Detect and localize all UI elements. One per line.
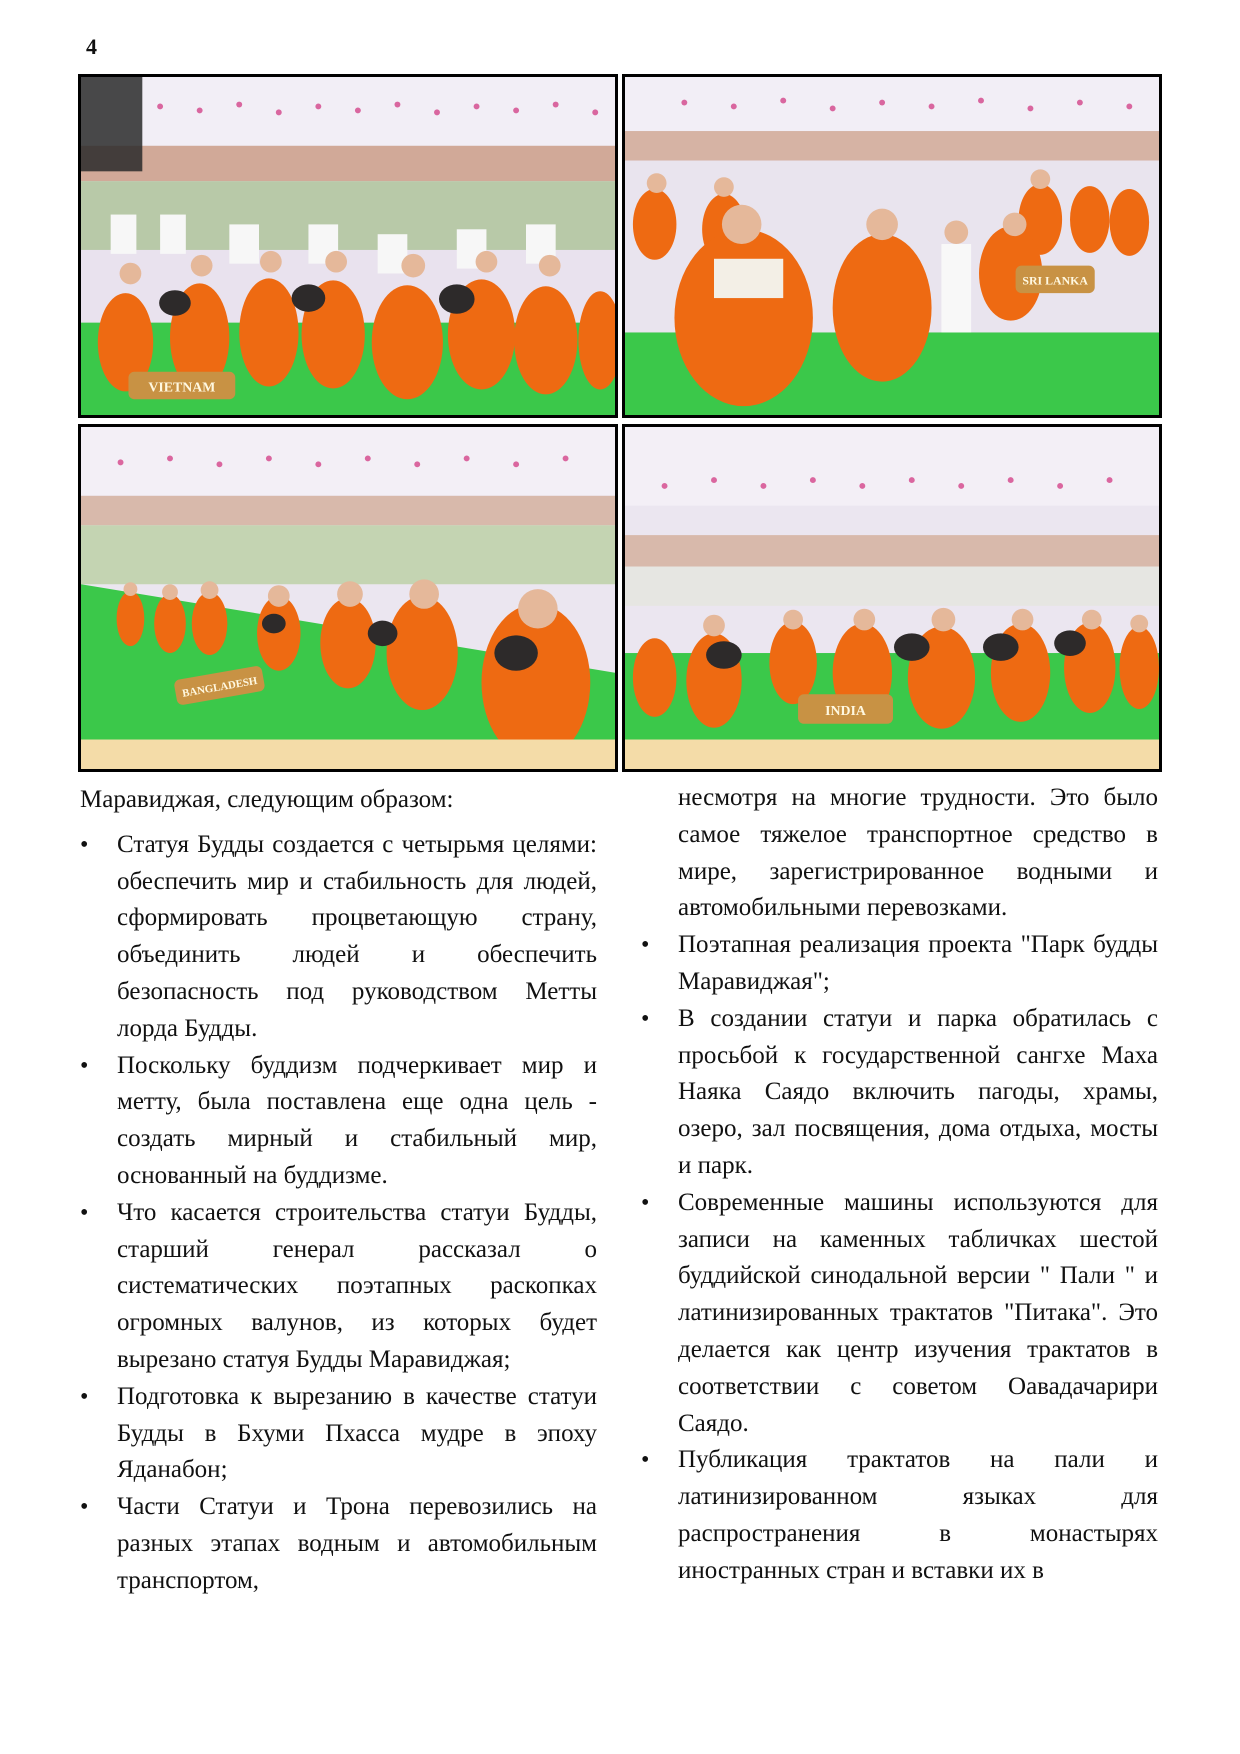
photo-monks-sri-lanka bbox=[622, 74, 1162, 418]
list-item-continuation: несмотря на многие трудности. Это было самое тяжелое транспортное средство в мире, зарегистрированное водными и автомобильными перевозками. bbox=[678, 784, 1158, 922]
list-item: • Что касается строительства статуи Будды, старший генерал рассказал о систематических поэтапных раскопках огромных валунов, из которых будет вырезано статуя Будды Маравиджая; bbox=[80, 1195, 597, 1379]
list-item: • Современные машины используются для записи на каменных табличках шестой буддийской синодальной версии " Пали " и латинизированных трактатов "Питака". Это делается как центр изучения трактатов в соответствии с советом Оавадачарири Саядо. bbox=[641, 1185, 1158, 1443]
list-item: • Поэтапная реализация проекта "Парк будды Маравиджая"; bbox=[641, 927, 1158, 1001]
photo-monks-vietnam bbox=[78, 74, 618, 418]
country-sign-label: VIETNAM bbox=[148, 379, 216, 395]
left-text-column bbox=[80, 782, 597, 1600]
list-item: • Публикация трактатов на пали и латинизированном языках для распространения в монастырях иностранных стран и вставки их в bbox=[641, 1442, 1158, 1589]
photo-monks-india bbox=[622, 424, 1162, 772]
bullet-list-right bbox=[641, 780, 1158, 1590]
list-item: • Статуя Будды создается с четырьмя целями: обеспечить мир и стабильность для людей, сформировать процветающую страну, объединить людей и обеспечить безопасность под руководством Метты лорда Будды. bbox=[80, 827, 597, 1048]
country-sign-label: INDIA bbox=[825, 702, 866, 718]
intro-line: Маравиджая, следующим образом: bbox=[80, 786, 454, 813]
list-item: • В создании статуи и парка обратилась с просьбой к государственной сангхе Маха Наяка Саядо включить пагоды, храмы, озеро, зал посвящения, дома отдыха, мосты и парк. bbox=[641, 1001, 1158, 1185]
right-text-column bbox=[641, 780, 1158, 1590]
bullet-list-left bbox=[80, 827, 597, 1600]
photo-monks-bangladesh bbox=[78, 424, 618, 772]
country-sign-label: SRI LANKA bbox=[1022, 273, 1088, 288]
list-item: • Подготовка к вырезанию в качестве статуи Будды в Бхуми Пхасса мудре в эпоху Яданабон; bbox=[80, 1379, 597, 1489]
list-item: • Части Статуи и Трона перевозились на разных этапах водным и автомобильным транспортом, bbox=[80, 1489, 597, 1599]
country-sign-label: BANGLADESH bbox=[181, 674, 259, 700]
list-item: • Поскольку буддизм подчеркивает мир и метту, была поставлена еще одна цель - создать мирный и стабильный мир, основанный на буддизме. bbox=[80, 1048, 597, 1195]
page-number: 4 bbox=[86, 34, 97, 59]
